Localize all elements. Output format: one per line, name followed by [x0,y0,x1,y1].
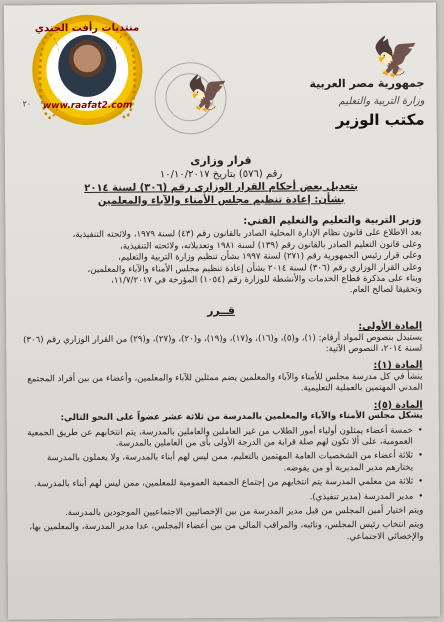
article-first-heading: المادة الأولى: [358,320,423,333]
preamble-line: وعلى القرار الوزاري رقم (٣٠٦) لسنة ٢٠١٤ بشأن إعادة تنظيم مجلس الأمناء والآباء والمعلمين، [87,262,422,275]
portrait-photo [58,35,116,97]
page-number: ٢٠ [22,99,32,109]
decree-amendment: بتعديل بعض أحكام القرار الوزارى رقم (٣٠٦) لسنة ٢٠١٤ [84,181,359,194]
ministry-name: وزارة التربية والتعليم [338,95,425,108]
forum-logo-watermark [32,15,143,126]
decides-heading: قــرر [206,303,235,317]
preamble-line: وبناء على مذكرة قطاع الخدمات والأنشطة للوزارة رقم (١٠٥٤) المؤرخة في ١١/٧/٢٠١٧، [110,273,422,286]
list-item: • ثلاثة أعضاء من الشخصيات العامة المهتمين بالتعليم، ممن ليس لهم أبناء بالمدرسة، ولا يعملون بالمدرسة يختارهم مدير المديرية أو من يفوضه. [21,451,423,477]
decree-heading [45,153,397,207]
decree-subject: بشأن: إعادة تنظيم مجلس الأمناء والآباء والمعلمين [97,194,345,207]
article-5-intro: يشكل مجلس الأمناء والآباء والمعلمين بالمدرسة من ثلاثة عشر عضواً على النحو التالي: [60,410,423,424]
preamble-line: وعلى قانون التعليم الصادر بالقانون رقم (١٣٩) لسنة ١٩٨١ وتعديلاته، ولائحته التنفيذية، [119,239,422,252]
republic-name: جمهورية مصر العربية [309,76,425,91]
closing-paragraph: ويتم انتخاب رئيس المجلس، ونائبه، والمراقب المالي من بين أعضاء المجلس، عدا مدير المدرسة، والمعلمين بها، والإخصائي الاجتماعي. [29,519,424,542]
minister-line: وزير التربية والتعليم والتعليم الفني: [243,214,422,227]
logo-site: www.raafat2.com [42,100,133,112]
list-item: • ثلاثة من معلمي المدرسة يتم انتخابهم من إجتماع الجمعية العمومية للمعلمين، ممن ليس لهم أبناء بالمدرسة. [21,477,423,491]
preamble-line: وتحقيقا لصالح العام. [349,285,422,296]
article-1-text: ينشأ في كل مدرسة مجلس للأمناء والآباء والمعلمين يضم ممثلين للآباء والمعلمين، وأعضاء من بين أفراد المجتمع المدني المهتمين بالعملية التعليمية. [27,371,423,394]
decree-body [19,215,423,546]
article-5-heading: المادة (٥): [373,399,423,411]
decree-number: رقم (٥٧٦) بتاريخ ١٠/١٠/٢٠١٧ [159,168,283,181]
letterhead [304,77,424,130]
list-item: • خمسة أعضاء يمثلون أولياء أمور الطلاب من غير العاملين والعاملين بالمدرسة، يتم انتخابهم عن طريق الجمعية العمومية، على ألا تكون لهم صلة قرابة من الدرجة الأولى بأى من العاملين بالمدرسة. [21,425,423,451]
decree-title: قرار وزارى [190,153,252,168]
logo-title: منتديات رأفت الجندي [34,22,140,35]
article-first-text: يستبدل بنصوص المواد أرقام: (١)، و(٥)، و(١٦)، و(١٧)، و(١٩)، و(٢٠)، و(٢٧)، و(٢٩) من القرار الوزاري رقم (٣٠٦) لسنة ٢٠١٤، النصوص الآتية: [23,332,423,355]
preamble-line: بعد الاطلاع على قانون نظام الإدارة المحلية الصادر بالقانون رقم (٤٣) لسنة ١٩٧٩، ولائحته التنفيذية، [72,228,422,241]
eagle-crest-icon: 🦅 [372,34,420,79]
article-1-heading: المادة (١): [373,360,423,372]
office-name: مكتب الوزير [335,110,425,130]
preamble-line: وعلى قرار رئيس الجمهورية رقم (٢٧١) لسنة ١٩٩٧ بشأن تنظيم وزارة التربية والتعليم، [118,250,422,263]
eagle-emblem-icon: 🦅 [186,73,229,115]
closing-paragraph: ويتم اختيار أمين المجلس من قبل مدير المدرسة من بين الإخصائيين الاجتماعيين الموجودين بالمدرسة. [65,505,424,519]
document-page [4,2,440,619]
list-item: • مدير المدرسة (مدير تنفيذي). [21,491,423,505]
